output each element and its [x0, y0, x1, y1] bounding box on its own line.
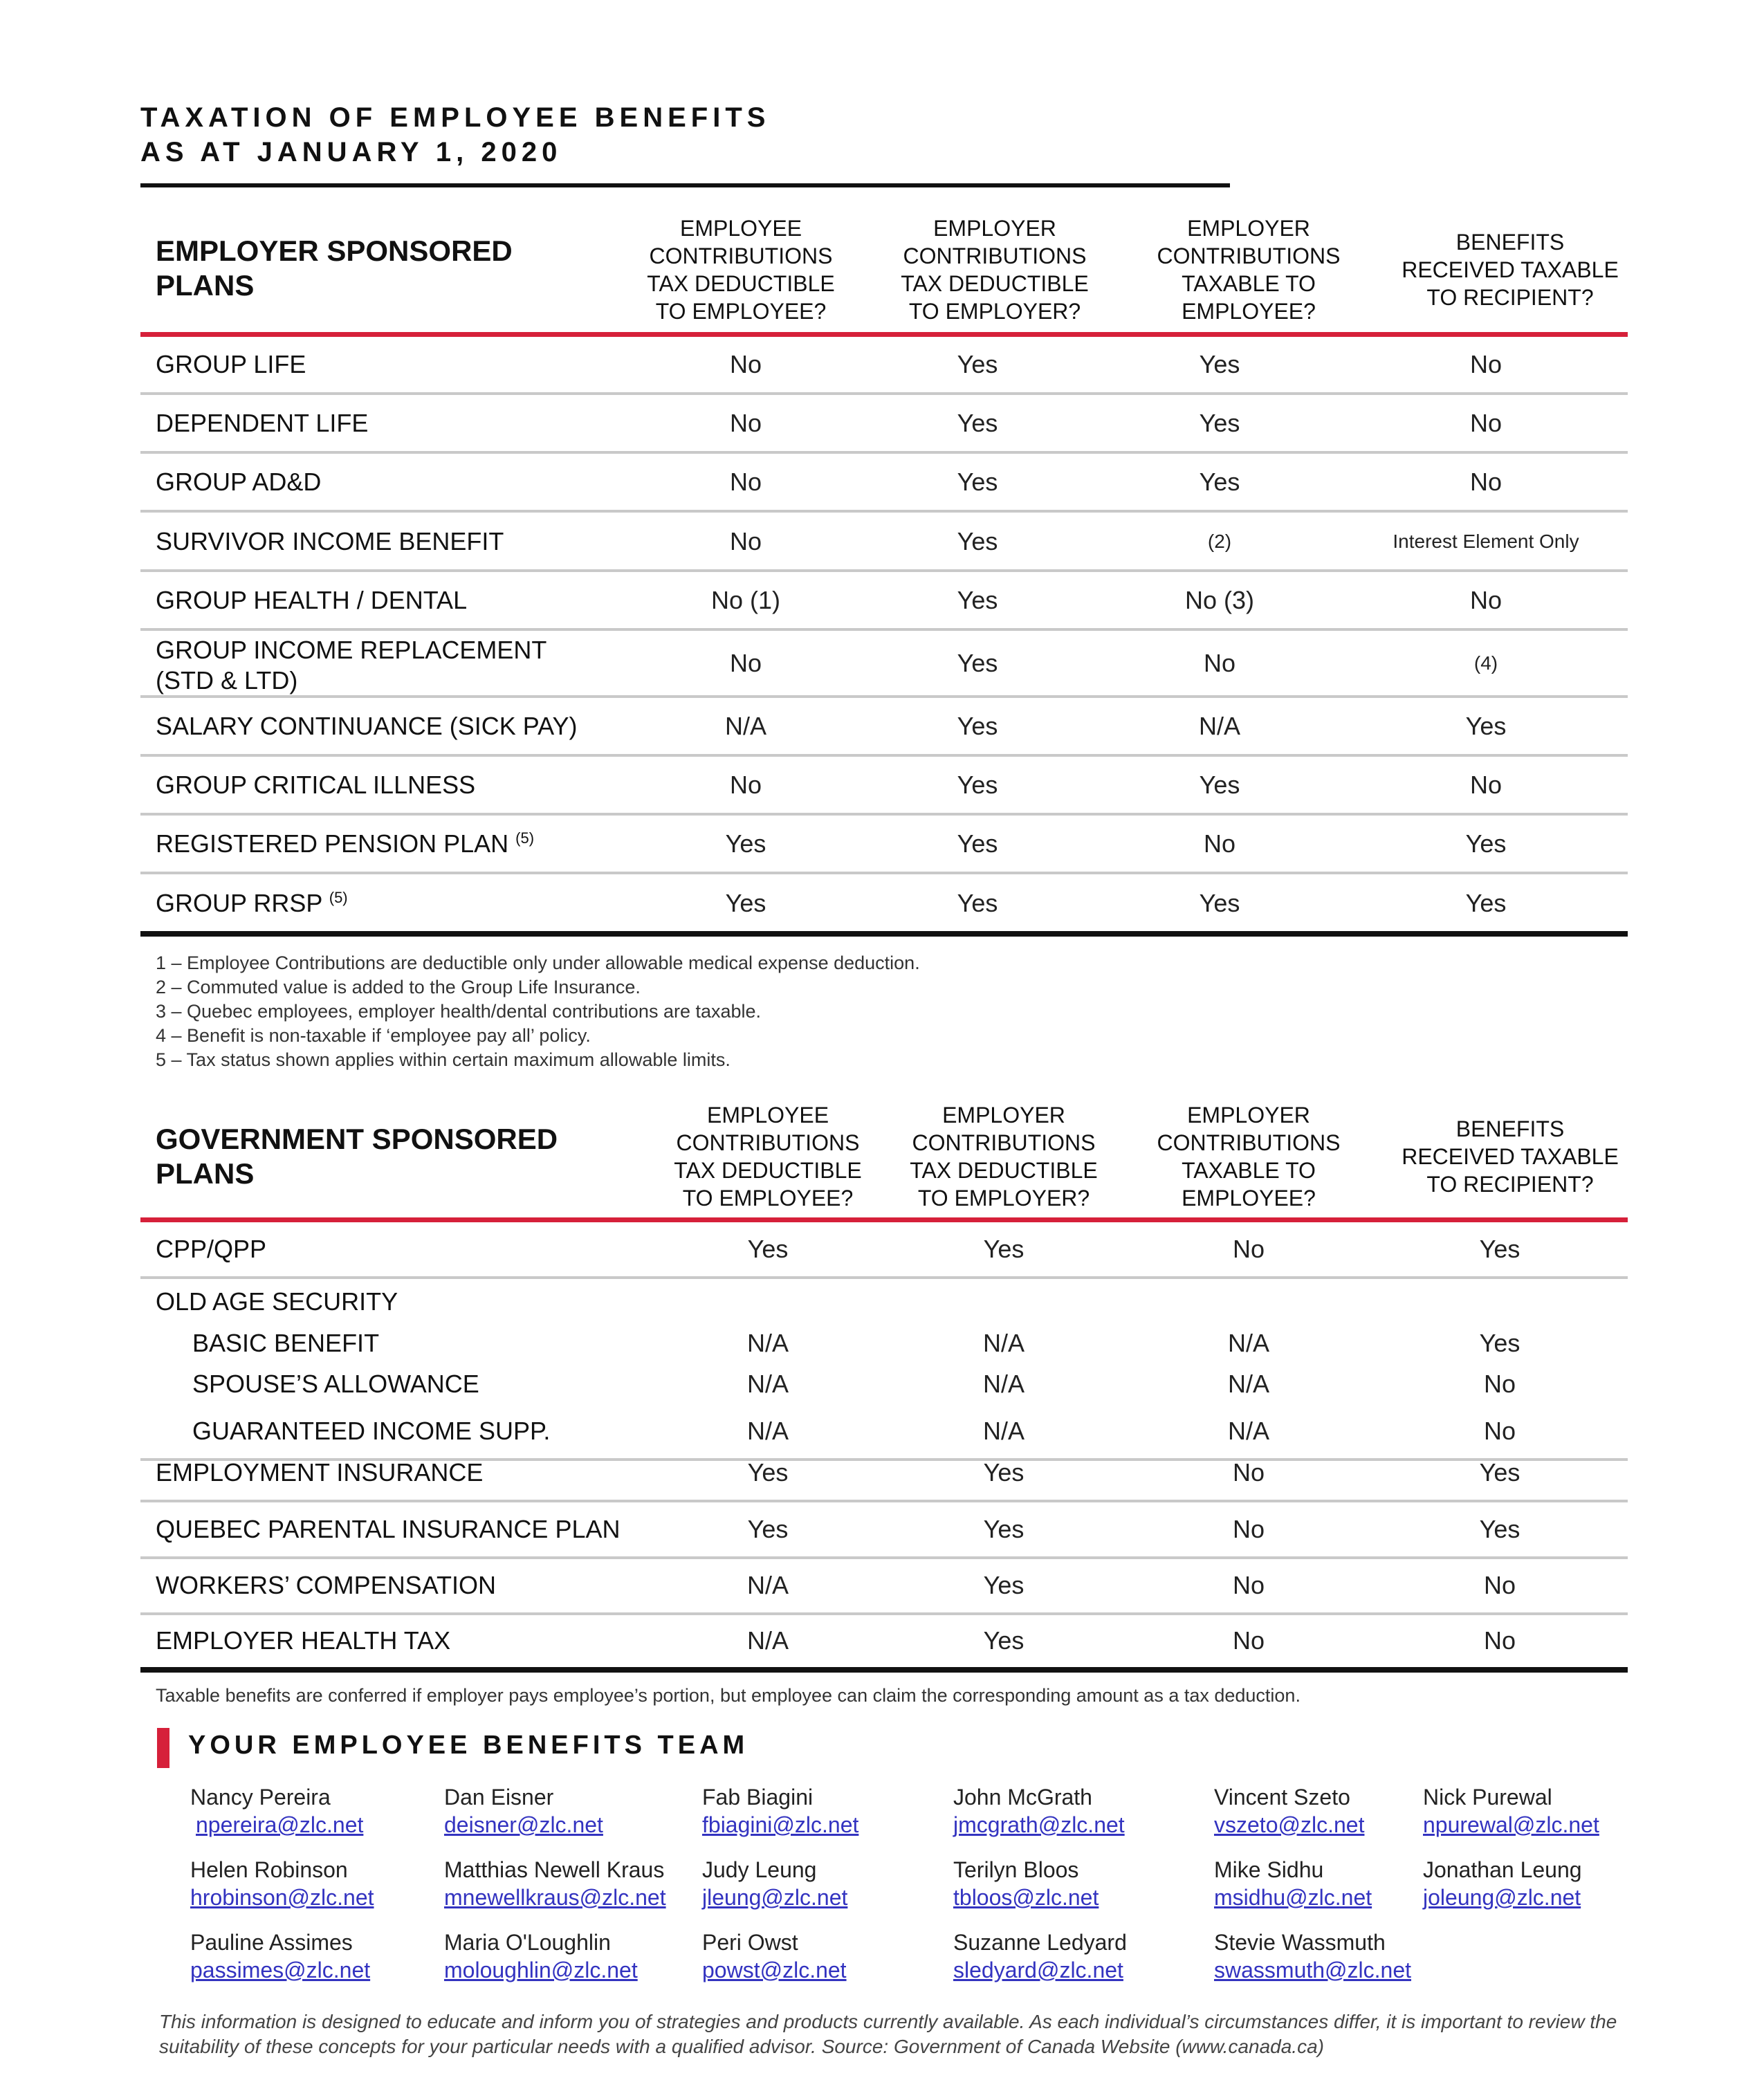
- footnote-4: 4 – Benefit is non-taxable if ‘employee pay all’ policy.: [156, 1025, 591, 1046]
- member-email-link[interactable]: msidhu@zlc.net: [1214, 1885, 1372, 1910]
- table-cell: No: [1469, 409, 1503, 437]
- col-h-text: EMPLOYER: [1187, 216, 1310, 241]
- employer-heading-line2: PLANS: [156, 269, 255, 302]
- gov-column-header-employer-deductible: [900, 1101, 1108, 1212]
- member-email-link[interactable]: swassmuth@zlc.net: [1214, 1958, 1412, 1982]
- table-cell: No: [1203, 649, 1236, 677]
- government-sponsored-table: [140, 1094, 1628, 1682]
- table-cell: Yes: [725, 889, 766, 917]
- table-cell: N/A: [1227, 1370, 1269, 1398]
- column-header-employer-deductible: [891, 214, 1099, 325]
- member-name: Maria O'Loughlin: [444, 1930, 611, 1955]
- table-row: [140, 454, 1628, 510]
- disclaimer: This information is designed to educate and inform you of strategies and products currently available. As each individual’s circumstances differ, it is important to review the suitability of these concepts for your particular needs with a qualified advisor. Source: Government of Canada Website (www.canada.ca): [159, 2011, 1617, 2057]
- team-member: [1423, 1783, 1599, 1839]
- team-member: [1214, 1929, 1411, 1984]
- member-email-link[interactable]: jleung@zlc.net: [702, 1885, 848, 1910]
- member-email-link[interactable]: npurewal@zlc.net: [1423, 1812, 1599, 1837]
- table-cell: Yes: [983, 1515, 1025, 1543]
- row-divider: [140, 1276, 1628, 1279]
- gov-column-header-employee-deductible: [664, 1101, 872, 1212]
- government-heading-line2: PLANS: [156, 1157, 255, 1190]
- table-cell: No (3): [1184, 586, 1255, 614]
- row-label-text: GROUP RRSP: [156, 889, 322, 917]
- row-label: [156, 526, 504, 557]
- col-h-text: CONTRIBUTIONS: [1157, 1130, 1341, 1155]
- col-h-text: CONTRIBUTIONS: [649, 243, 833, 268]
- member-name: Pauline Assimes: [190, 1930, 353, 1955]
- team-accent-bar: [157, 1728, 169, 1768]
- team-member: [190, 1856, 374, 1911]
- footnote-marker: (5): [329, 889, 348, 906]
- table-cell: Yes: [957, 889, 998, 917]
- table-row: [140, 396, 1628, 451]
- row-divider: [140, 872, 1628, 874]
- table-cell: N/A: [982, 1417, 1025, 1445]
- col-h-text: EMPLOYER: [942, 1103, 1065, 1128]
- table-cell: Yes: [983, 1571, 1025, 1599]
- table-cell: Yes: [1479, 1515, 1520, 1543]
- employer-sponsored-table: [140, 208, 1628, 948]
- table-row: [140, 1614, 1628, 1667]
- row-divider: [140, 628, 1628, 631]
- table-cell: No: [1232, 1626, 1265, 1655]
- table-row: [140, 337, 1628, 392]
- table-cell: Yes: [957, 468, 998, 496]
- col-h-text: TAX DEDUCTIBLE: [647, 271, 835, 296]
- member-name: Vincent Szeto: [1214, 1785, 1350, 1810]
- footnote-marker: (5): [515, 829, 535, 847]
- table-cell: Yes: [957, 350, 998, 378]
- row-divider: [140, 695, 1628, 698]
- employer-heading-line1: EMPLOYER SPONSORED: [156, 234, 513, 267]
- col-h-text: TO EMPLOYER?: [917, 1186, 1090, 1211]
- team-member: [953, 1783, 1125, 1839]
- gov-column-header-employer-taxable: [1145, 1101, 1352, 1212]
- col-h-text: TAXABLE TO: [1182, 1158, 1316, 1183]
- table-row: [140, 699, 1628, 754]
- row-label: [156, 585, 467, 616]
- col-h-text: EMPLOYEE: [706, 1103, 829, 1128]
- table-bottom-rule: [140, 931, 1628, 937]
- member-email-link[interactable]: joleung@zlc.net: [1423, 1885, 1581, 1910]
- team-member: [702, 1856, 847, 1911]
- member-name: Dan Eisner: [444, 1785, 554, 1810]
- team-member: [444, 1929, 638, 1984]
- table-cell: No (1): [710, 586, 781, 614]
- government-heading-line1: GOVERNMENT SPONSORED: [156, 1123, 558, 1155]
- table-row: [140, 1363, 1628, 1405]
- row-label-text: GROUP AD&D: [156, 468, 322, 496]
- table-row: [140, 1222, 1628, 1276]
- member-email-link[interactable]: sledyard@zlc.net: [953, 1958, 1123, 1982]
- member-email-link[interactable]: passimes@zlc.net: [190, 1958, 371, 1982]
- table-cell: N/A: [724, 712, 766, 740]
- row-label: BASIC BENEFIT: [192, 1329, 380, 1357]
- col-h-text: TO EMPLOYEE?: [682, 1186, 854, 1211]
- row-label: CPP/QPP: [156, 1235, 267, 1263]
- table-row: [140, 1446, 1628, 1500]
- table-cell: No: [1232, 1458, 1265, 1487]
- member-email-link[interactable]: deisner@zlc.net: [444, 1812, 603, 1837]
- table-cell: N/A: [1227, 1417, 1269, 1445]
- table-cell: No: [729, 409, 762, 437]
- row-label: QUEBEC PARENTAL INSURANCE PLAN: [156, 1515, 621, 1543]
- member-name: Matthias Newell Kraus: [444, 1857, 665, 1882]
- table-cell: No: [729, 468, 762, 496]
- table-cell: Yes: [1479, 1458, 1520, 1487]
- table-cell: N/A: [982, 1329, 1025, 1357]
- table-cell: No: [729, 527, 762, 555]
- table-cell: Yes: [957, 712, 998, 740]
- table-cell: No: [1232, 1515, 1265, 1543]
- table-cell: No: [1483, 1370, 1516, 1398]
- col-h-text: CONTRIBUTIONS: [903, 243, 1087, 268]
- row-label: [156, 349, 306, 380]
- member-name: Suzanne Ledyard: [953, 1930, 1127, 1955]
- page-title: [140, 100, 770, 169]
- col-h-text: TAX DEDUCTIBLE: [901, 271, 1089, 296]
- col-h-text: EMPLOYEE?: [1182, 299, 1316, 324]
- page-title-line2: AS AT JANUARY 1, 2020: [140, 137, 562, 167]
- col-h-text: CONTRIBUTIONS: [912, 1130, 1096, 1155]
- col-h-text: TAXABLE TO: [1182, 271, 1316, 296]
- table-row: [140, 1558, 1628, 1612]
- row-label-text: SALARY CONTINUANCE (SICK PAY): [156, 712, 578, 740]
- taxable-benefits-note: Taxable benefits are conferred if employer pays employee’s portion, but employee can claim the corresponding amount as a tax deduction.: [156, 1685, 1301, 1706]
- table-cell: No: [1483, 1626, 1516, 1655]
- row-label: WORKERS’ COMPENSATION: [156, 1571, 497, 1599]
- team-member: [1214, 1783, 1364, 1839]
- member-name: John McGrath: [953, 1785, 1092, 1810]
- table-cell: N/A: [1227, 1329, 1269, 1357]
- col-h-text: BENEFITS: [1455, 230, 1565, 255]
- table-cell: N/A: [746, 1571, 789, 1599]
- row-label-text: DEPENDENT LIFE: [156, 409, 369, 437]
- table-row: [140, 1281, 1628, 1323]
- member-name: Judy Leung: [702, 1857, 817, 1882]
- table-cell: Yes: [1199, 889, 1240, 917]
- row-divider: [140, 813, 1628, 816]
- footnote-5: 5 – Tax status shown applies within certain maximum allowable limits.: [156, 1049, 731, 1070]
- col-h-text: TAX DEDUCTIBLE: [910, 1158, 1098, 1183]
- col-h-text: TO EMPLOYER?: [908, 299, 1081, 324]
- col-h-text: CONTRIBUTIONS: [1157, 243, 1341, 268]
- team-member: [190, 1929, 370, 1984]
- col-h-text: EMPLOYEE?: [1182, 1186, 1316, 1211]
- table-cell: Yes: [1199, 409, 1240, 437]
- table-row: [140, 1502, 1628, 1556]
- row-label-text: SURVIVOR INCOME BENEFIT: [156, 527, 504, 555]
- row-label: [156, 770, 475, 800]
- col-h-text: TO EMPLOYEE?: [655, 299, 827, 324]
- table-cell: N/A: [746, 1417, 789, 1445]
- table-cell: No: [729, 350, 762, 378]
- team-member: [953, 1856, 1099, 1911]
- column-header-employee-deductible: [637, 214, 845, 325]
- table-cell: Yes: [1465, 889, 1507, 917]
- table-cell: Yes: [957, 649, 998, 677]
- col-h-text: BENEFITS: [1455, 1116, 1565, 1141]
- member-name: Helen Robinson: [190, 1857, 348, 1882]
- table-cell: Yes: [1199, 350, 1240, 378]
- row-label: EMPLOYER HEALTH TAX: [156, 1626, 451, 1655]
- title-divider: [140, 183, 1230, 187]
- row-label-text: GROUP LIFE: [156, 350, 306, 378]
- table-cell: Yes: [725, 829, 766, 858]
- table-cell: Yes: [957, 829, 998, 858]
- col-h-text: TO RECIPIENT?: [1426, 285, 1594, 310]
- table-row: [140, 876, 1628, 931]
- col-h-text: RECEIVED TAXABLE: [1402, 257, 1619, 282]
- row-label: SPOUSE’S ALLOWANCE: [192, 1370, 479, 1398]
- table-cell: (2): [1207, 531, 1232, 552]
- table-cell: Yes: [747, 1235, 789, 1263]
- row-divider: [140, 392, 1628, 395]
- table-cell: No: [729, 771, 762, 799]
- table-cell: No: [1469, 350, 1503, 378]
- row-label-text: REGISTERED PENSION PLAN: [156, 829, 509, 858]
- col-h-text: CONTRIBUTIONS: [676, 1130, 860, 1155]
- table-cell: No: [1469, 468, 1503, 496]
- row-label-text: GROUP HEALTH / DENTAL: [156, 586, 468, 614]
- table-cell: Yes: [983, 1626, 1025, 1655]
- footnote-3: 3 – Quebec employees, employer health/dental contributions are taxable.: [156, 1001, 762, 1022]
- table-cell: No: [1469, 771, 1503, 799]
- table-row: [140, 816, 1628, 872]
- row-label-text: GROUP INCOME REPLACEMENT: [156, 636, 547, 664]
- member-name: Nancy Pereira: [190, 1785, 331, 1810]
- row-label: GUARANTEED INCOME SUPP.: [192, 1417, 551, 1445]
- table-row: [140, 514, 1628, 569]
- member-email-link[interactable]: moloughlin@zlc.net: [444, 1958, 638, 1982]
- table-cell: No: [1483, 1571, 1516, 1599]
- table-bottom-rule: [140, 1667, 1628, 1673]
- row-divider: [140, 754, 1628, 757]
- government-table-heading: [156, 1122, 558, 1191]
- table-cell: No: [729, 649, 762, 677]
- table-cell: Yes: [957, 771, 998, 799]
- row-label: OLD AGE SECURITY: [156, 1287, 398, 1316]
- table-cell: Yes: [957, 527, 998, 555]
- member-name: Mike Sidhu: [1214, 1857, 1324, 1882]
- table-cell: Yes: [1479, 1235, 1520, 1263]
- team-member: [702, 1783, 858, 1839]
- table-cell: Yes: [1465, 829, 1507, 858]
- member-email-link[interactable]: hrobinson@zlc.net: [190, 1885, 374, 1910]
- header-red-divider: [140, 332, 1628, 337]
- member-name: Peri Owst: [702, 1930, 798, 1955]
- member-email-link[interactable]: powst@zlc.net: [702, 1958, 847, 1982]
- member-email-link[interactable]: vszeto@zlc.net: [1214, 1812, 1365, 1837]
- table-cell: Yes: [1465, 712, 1507, 740]
- gov-column-header-benefits-taxable: [1399, 1115, 1621, 1198]
- row-divider: [140, 569, 1628, 572]
- team-member: [444, 1783, 603, 1839]
- member-name: Jonathan Leung: [1423, 1857, 1582, 1882]
- employer-table-heading: [156, 234, 513, 303]
- table-cell: Yes: [747, 1515, 789, 1543]
- table-cell: Yes: [983, 1235, 1025, 1263]
- row-divider: [140, 451, 1628, 454]
- table-row: [140, 757, 1628, 813]
- col-h-text: TO RECIPIENT?: [1426, 1172, 1594, 1197]
- member-email-link[interactable]: mnewellkraus@zlc.net: [444, 1885, 666, 1910]
- table-cell: Yes: [1479, 1329, 1520, 1357]
- row-label: [156, 711, 577, 742]
- table-cell: Yes: [957, 409, 998, 437]
- col-h-text: RECEIVED TAXABLE: [1402, 1144, 1619, 1169]
- column-header-employer-taxable: [1145, 214, 1352, 325]
- row-label: [156, 829, 534, 859]
- footnote-1: 1 – Employee Contributions are deductible only under allowable medical expense deduction.: [156, 953, 920, 973]
- column-header-benefits-taxable: [1399, 228, 1621, 311]
- team-title: YOUR EMPLOYEE BENEFITS TEAM: [188, 1731, 749, 1760]
- member-email-link[interactable]: tbloos@zlc.net: [953, 1885, 1099, 1910]
- table-cell: Yes: [957, 586, 998, 614]
- table-cell: No: [1232, 1571, 1265, 1599]
- member-name: Fab Biagini: [702, 1785, 814, 1810]
- table-cell: Yes: [1199, 468, 1240, 496]
- table-cell: Interest Element Only: [1393, 531, 1579, 552]
- footnote-2: 2 – Commuted value is added to the Group Life Insurance.: [156, 977, 641, 997]
- member-name: Nick Purewal: [1423, 1785, 1552, 1810]
- table-cell: Yes: [747, 1458, 789, 1487]
- table-cell: No: [1483, 1417, 1516, 1445]
- row-label-text: GROUP CRITICAL ILLNESS: [156, 771, 476, 799]
- team-member: [1423, 1856, 1582, 1911]
- col-h-text: EMPLOYER: [1187, 1103, 1310, 1128]
- row-divider: [140, 510, 1628, 513]
- member-name: Terilyn Bloos: [953, 1857, 1079, 1882]
- table-cell: No: [1232, 1235, 1265, 1263]
- page-title-line1: TAXATION OF EMPLOYEE BENEFITS: [140, 102, 771, 133]
- team-member: [1214, 1856, 1372, 1911]
- row-label: [156, 635, 546, 696]
- table-cell: N/A: [1198, 712, 1240, 740]
- table-row: [140, 1323, 1628, 1364]
- team-member: [702, 1929, 847, 1984]
- table-row: [140, 632, 1628, 695]
- table-cell: No: [1469, 586, 1503, 614]
- member-email-link[interactable]: jmcgrath@zlc.net: [953, 1812, 1125, 1837]
- table-cell: (4): [1473, 652, 1498, 674]
- col-h-text: EMPLOYEE: [679, 216, 802, 241]
- row-label: [156, 888, 348, 919]
- member-name: Stevie Wassmuth: [1214, 1930, 1386, 1955]
- employer-footnotes: [156, 951, 920, 1072]
- table-cell: N/A: [746, 1329, 789, 1357]
- table-row: [140, 573, 1628, 628]
- row-label: [156, 467, 321, 497]
- col-h-text: EMPLOYER: [933, 216, 1056, 241]
- member-email-link[interactable]: fbiagini@zlc.net: [702, 1812, 859, 1837]
- row-label: EMPLOYMENT INSURANCE: [156, 1458, 484, 1487]
- team-member: [444, 1856, 666, 1911]
- table-cell: N/A: [746, 1370, 789, 1398]
- row-label-line2: (STD & LTD): [156, 666, 298, 694]
- member-email-link[interactable]: npereira@zlc.net: [196, 1812, 364, 1837]
- team-member: [953, 1929, 1127, 1984]
- row-label: [156, 408, 368, 439]
- team-member: [190, 1783, 363, 1839]
- table-cell: Yes: [983, 1458, 1025, 1487]
- col-h-text: TAX DEDUCTIBLE: [674, 1158, 862, 1183]
- gov-header-red-divider: [140, 1217, 1628, 1222]
- table-cell: N/A: [746, 1626, 789, 1655]
- table-cell: N/A: [982, 1370, 1025, 1398]
- table-cell: Yes: [1199, 771, 1240, 799]
- table-cell: No: [1203, 829, 1236, 858]
